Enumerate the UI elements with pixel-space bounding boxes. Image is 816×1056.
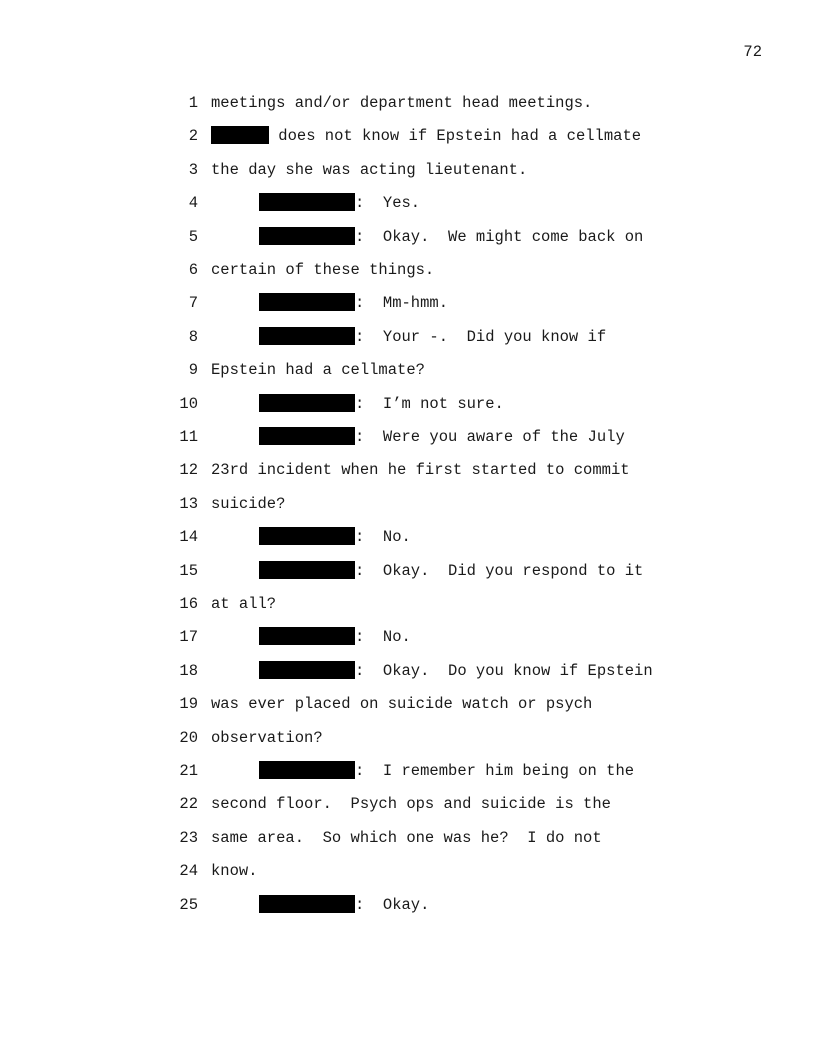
line-text-content: 23rd incident when he first started to commit: [211, 461, 630, 479]
line-number: 19: [179, 695, 198, 713]
line-text-content: at all?: [211, 595, 277, 613]
line-text-content: was ever placed on suicide watch or psych: [211, 695, 593, 713]
transcript-line: [0, 527, 816, 547]
line-text-content: : Were you aware of the July: [355, 428, 625, 446]
speaker-line: [259, 527, 411, 547]
transcript-line: [0, 293, 816, 313]
line-number: 8: [188, 328, 198, 346]
speaker-line: [259, 661, 653, 681]
line-text-content: : No.: [355, 628, 411, 646]
line-number: 23: [179, 829, 198, 847]
line-text: [211, 160, 527, 180]
redacted-speaker-name: [259, 427, 355, 445]
line-number: 7: [188, 294, 198, 312]
transcript-line: [0, 728, 816, 748]
line-number: 17: [179, 628, 198, 646]
redacted-name: [211, 126, 269, 144]
redacted-speaker-name: [259, 627, 355, 645]
line-text: [211, 126, 641, 146]
line-text-content: the day she was acting lieutenant.: [211, 161, 528, 179]
line-number: 13: [179, 495, 198, 513]
line-text-content: : I remember him being on the: [355, 762, 635, 780]
speaker-line: [259, 327, 606, 347]
line-number: 22: [179, 795, 198, 813]
speaker-line: [259, 561, 643, 581]
line-text-content: meetings and/or department head meetings.: [211, 94, 593, 112]
line-number: 10: [179, 395, 198, 413]
transcript-line: [0, 895, 816, 915]
transcript-line: [0, 661, 816, 681]
line-number: 12: [179, 461, 198, 479]
transcript-line: [0, 694, 816, 714]
line-number: 25: [179, 896, 198, 914]
line-number: 1: [188, 94, 198, 112]
line-number: 21: [179, 762, 198, 780]
transcript-line: [0, 360, 816, 380]
speaker-line: [259, 394, 504, 414]
line-number: 9: [188, 361, 198, 379]
line-text-content: certain of these things.: [211, 261, 435, 279]
transcript-line: [0, 627, 816, 647]
line-text: [211, 828, 602, 848]
line-text: [211, 260, 434, 280]
transcript-line: [0, 494, 816, 514]
line-text-content: know.: [211, 862, 258, 880]
line-text-content: : No.: [355, 528, 411, 546]
transcript-line: [0, 193, 816, 213]
speaker-line: [259, 427, 625, 447]
line-number: 14: [179, 528, 198, 546]
line-text-content: observation?: [211, 729, 323, 747]
line-text: [211, 861, 258, 881]
line-number: 5: [188, 228, 198, 246]
transcript-line: [0, 260, 816, 280]
line-text-content: : Mm-hmm.: [355, 294, 449, 312]
speaker-line: [259, 895, 429, 915]
line-text-content: : Okay.: [355, 896, 430, 914]
transcript-line: [0, 460, 816, 480]
redacted-speaker-name: [259, 193, 355, 211]
redacted-speaker-name: [259, 227, 355, 245]
redacted-speaker-name: [259, 661, 355, 679]
transcript-line: [0, 828, 816, 848]
transcript-line: [0, 93, 816, 113]
line-number: 16: [179, 595, 198, 613]
speaker-line: [259, 293, 448, 313]
transcript-line: [0, 794, 816, 814]
redacted-speaker-name: [259, 394, 355, 412]
speaker-line: [259, 193, 420, 213]
line-text-content: : I’m not sure.: [355, 395, 504, 413]
line-text: [211, 460, 630, 480]
line-number: 18: [179, 662, 198, 680]
line-number: 4: [188, 194, 198, 212]
speaker-line: [259, 761, 634, 781]
redacted-speaker-name: [259, 895, 355, 913]
line-text-content: : Yes.: [355, 194, 421, 212]
line-text-content: second floor. Psych ops and suicide is the: [211, 795, 611, 813]
line-number: 20: [179, 729, 198, 747]
line-text: [211, 728, 323, 748]
line-text-content: does not know if Epstein had a cellmate: [269, 127, 642, 145]
line-text-content: Epstein had a cellmate?: [211, 361, 425, 379]
transcript-line: [0, 394, 816, 414]
transcript-line: [0, 594, 816, 614]
line-text: [211, 360, 425, 380]
transcript-line: [0, 160, 816, 180]
redacted-speaker-name: [259, 561, 355, 579]
speaker-line: [259, 227, 643, 247]
line-number: 11: [179, 428, 198, 446]
line-number: 6: [188, 261, 198, 279]
line-text-content: : Your -. Did you know if: [355, 328, 607, 346]
line-text: [211, 93, 592, 113]
line-text-content: : Okay. Did you respond to it: [355, 562, 644, 580]
speaker-line: [259, 627, 411, 647]
transcript-line: [0, 561, 816, 581]
redacted-speaker-name: [259, 761, 355, 779]
line-text-content: : Okay. We might come back on: [355, 228, 644, 246]
line-text: [211, 794, 611, 814]
line-number: 2: [188, 127, 198, 145]
line-text: [211, 694, 592, 714]
transcript-line: [0, 861, 816, 881]
line-text: [211, 494, 285, 514]
transcript-line: [0, 227, 816, 247]
line-number: 3: [188, 161, 198, 179]
line-text-content: suicide?: [211, 495, 286, 513]
line-text: [211, 594, 276, 614]
transcript-line: [0, 761, 816, 781]
line-text-content: same area. So which one was he? I do not: [211, 829, 602, 847]
page-number: 72: [743, 43, 762, 61]
transcript-line: [0, 126, 816, 146]
transcript-line: [0, 327, 816, 347]
redacted-speaker-name: [259, 327, 355, 345]
transcript-line: [0, 427, 816, 447]
redacted-speaker-name: [259, 527, 355, 545]
line-number: 24: [179, 862, 198, 880]
line-text-content: : Okay. Do you know if Epstein: [355, 662, 653, 680]
line-number: 15: [179, 562, 198, 580]
redacted-speaker-name: [259, 293, 355, 311]
